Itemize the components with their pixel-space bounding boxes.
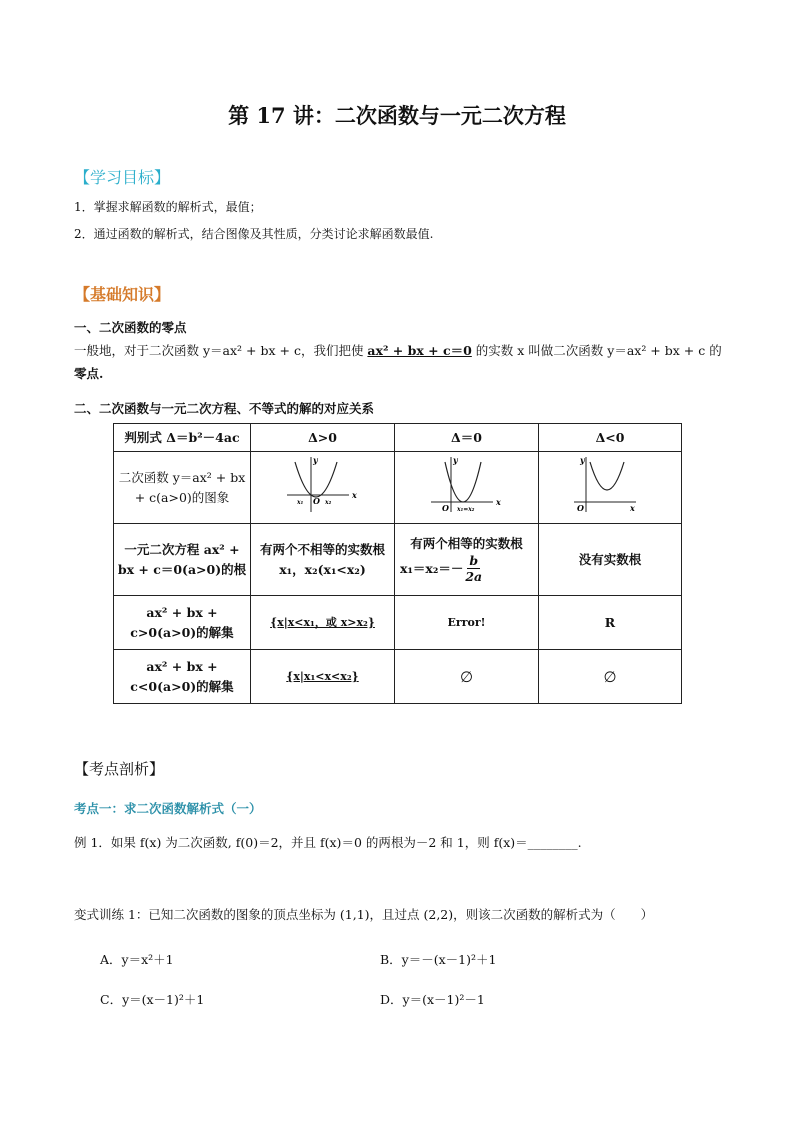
axis-y-label: y [312,454,318,465]
gt-positive-set: {x|x<x₁，或 x>x₂} [270,616,375,629]
gt-negative: R [539,596,682,650]
lt-label: ax² + bx + c<0(a>0)的解集 [114,650,251,704]
relation-table [113,423,682,704]
origin-label: O [312,495,320,506]
roots-zero-formula [398,553,535,584]
zero-definition [74,343,722,359]
fraction [465,553,482,584]
goal-item-2: 2．通过函数的解析式，结合图像及其性质，分类讨论求解函数最值. [74,227,434,241]
graph-negative [539,452,682,524]
axis-x-label: x [495,496,501,507]
fraction-numerator: b [469,553,479,568]
def-part-b: ax² + bx + c＝0 [367,343,472,358]
option-b[interactable]: B．y＝－(x－1)²＋1 [380,952,497,967]
option-d[interactable]: D．y＝(x－1)²－1 [380,992,485,1007]
root-x2-label: x₂ [324,498,331,506]
header-zero: Δ＝0 [395,424,539,452]
def-part-a: 一般地，对于二次函数 y＝ax² + bx + c，我们把使 [74,343,368,358]
lt-zero: ∅ [395,650,539,704]
gt-positive [251,596,395,650]
header-positive: Δ>0 [251,424,395,452]
table-row-greater [114,596,682,650]
analysis-heading: 【考点剖析】 [74,760,165,778]
option-a[interactable]: A．y＝x²＋1 [100,952,174,967]
parabola-no-root-graph [570,454,650,516]
roots-positive: 有两个不相等的实数根 x₁，x₂(x₁<x₂) [251,524,395,596]
roots-zero-eq: x₁＝x₂＝－ [400,560,464,576]
example-1: 例 1．如果 f(x) 为二次函数, f(0)＝2，并且 f(x)＝0 的两根为－2 和 1，则 f(x)＝________. [74,835,582,850]
lt-positive [251,650,395,704]
table-row-roots [114,524,682,596]
point-1-title: 考点一：求二次函数解析式（一） [74,801,262,816]
double-root-label: x₁=x₂ [456,505,474,513]
axis-y-label: y [580,454,585,465]
variant-1: 变式训练 1：已知二次函数的图象的顶点坐标为 (1,1)，且过点 (2,2)，则该二次函数的解析式为（ ） [74,907,654,922]
header-negative: Δ<0 [539,424,682,452]
table-row-less [114,650,682,704]
origin-label: O [577,502,584,513]
axis-x-label: x [630,502,635,513]
roots-label: 一元二次方程 ax² + bx + c＝0(a>0)的根 [114,524,251,596]
table-row-header [114,424,682,452]
fraction-denominator: 2a [465,569,483,584]
graph-zero [395,452,539,524]
goal-item-1: 1．掌握求解函数的解析式，最值； [74,200,262,214]
parabola-one-root-graph [427,454,507,516]
roots-zero [395,524,539,596]
axis-x-label: x [351,489,357,500]
root-x1-label: x₁ [296,498,303,506]
origin-label: O [441,502,449,513]
parabola-two-roots-graph [283,454,363,516]
table-row-graph [114,452,682,524]
graph-label: 二次函数 y＝ax² + bx + c(a>0)的图象 [114,452,251,524]
section-2-title: 二、二次函数与一元二次方程、不等式的解的对应关系 [74,401,375,416]
graph-positive [251,452,395,524]
gt-zero: Error! [395,596,539,650]
header-discriminant: 判别式 Δ＝b²－4ac [114,424,251,452]
def-part-c: 的实数 x 叫做二次函数 y＝ax² + bx + c 的 [471,343,722,358]
section-1-title: 一、二次函数的零点 [74,320,187,335]
page-title: 第 17 讲：二次函数与一元二次方程 [228,103,566,128]
lt-positive-set: {x|x₁<x<x₂} [286,670,359,683]
lt-negative: ∅ [539,650,682,704]
axis-y-label: y [452,454,458,465]
goals-heading: 【学习目标】 [74,168,171,187]
basics-heading: 【基础知识】 [74,285,171,304]
gt-label: ax² + bx + c>0(a>0)的解集 [114,596,251,650]
option-c[interactable]: C．y＝(x－1)²＋1 [100,992,205,1007]
zero-definition-end: 零点. [74,366,104,381]
roots-zero-text: 有两个相等的实数根 [410,536,523,551]
roots-negative: 没有实数根 [539,524,682,596]
